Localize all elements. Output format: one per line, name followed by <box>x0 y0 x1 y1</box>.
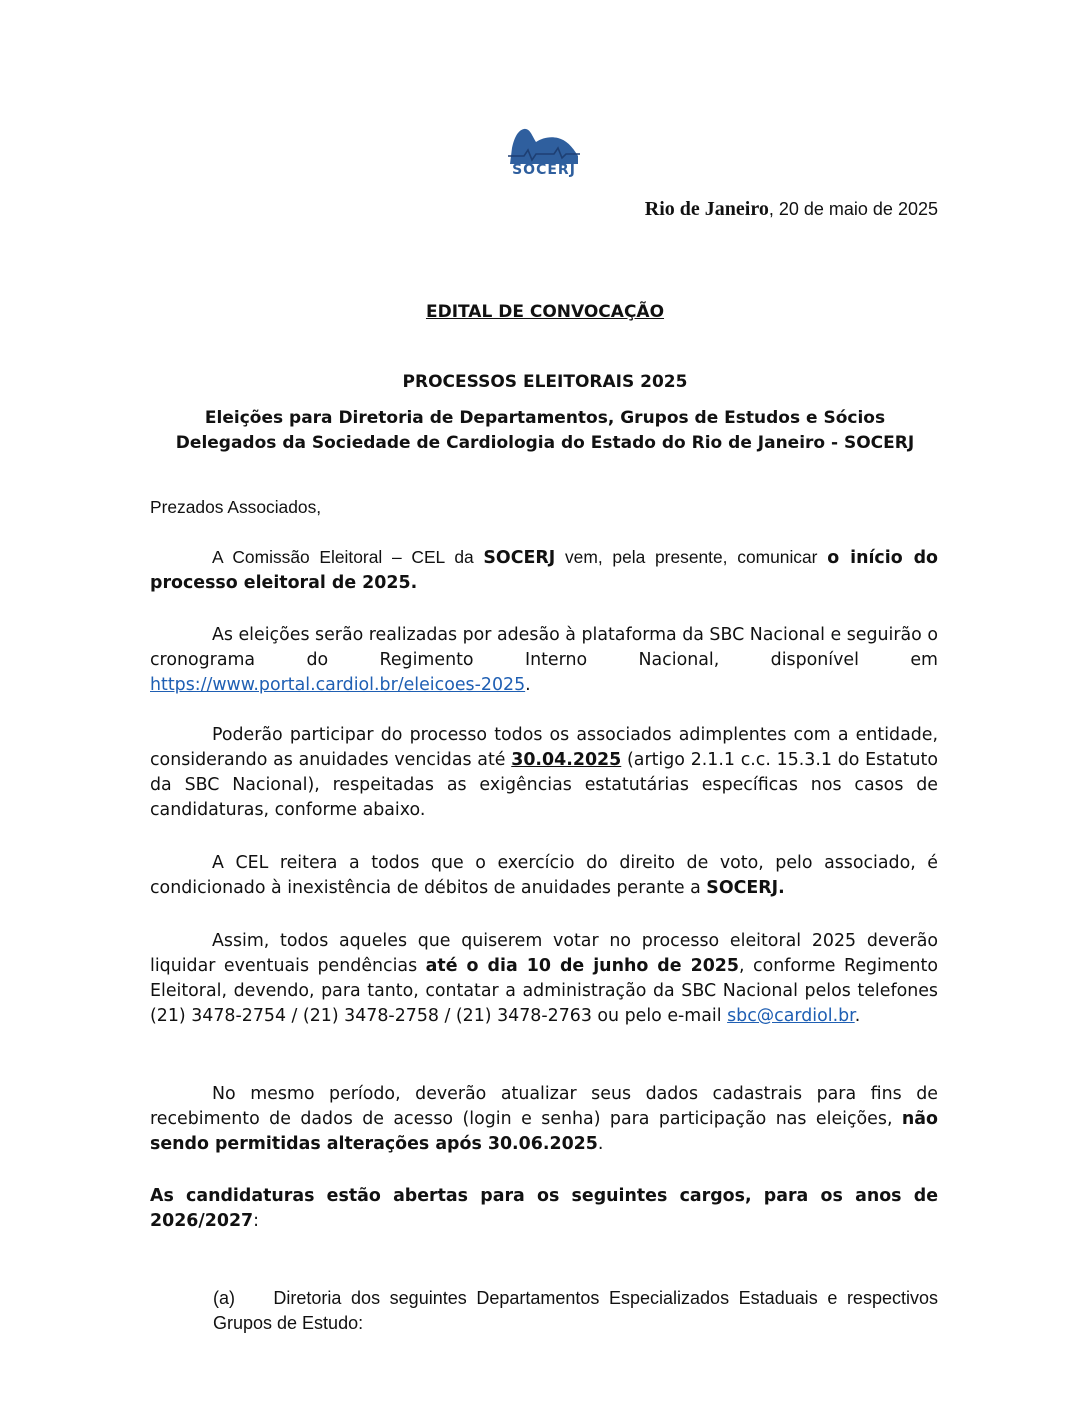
date-city: Rio de Janeiro <box>644 198 769 220</box>
p3-c: (artigo 2.1.1 c.c. 15.3.1 do Estatuto da SBC Nacional), respeitadas as exigências estatutárias específicas nos casos de candidaturas, conforme abaixo. <box>150 750 938 820</box>
document-heading-lines <box>150 406 940 456</box>
heading-line-1: Eleições para Diretoria de Departamentos, Grupos de Estudos e Sócios <box>204 408 886 428</box>
eleicoes-link[interactable]: https://www.portal.cardiol.br/eleicoes-2025 <box>150 675 526 695</box>
p2-a: As eleições serão realizadas por adesão à plataforma da SBC Nacional e seguirão o cronograma do Regimento Interno Nacional, disponível em <box>150 625 938 670</box>
p6-c: . <box>597 1134 604 1154</box>
item-a-text: Diretoria dos seguintes Departamentos Especializados Estaduais e respectivos Grupos de Estudo: <box>213 1288 938 1333</box>
p7-c: : <box>253 1211 260 1231</box>
item-a-label: (a) <box>213 1288 235 1308</box>
date-rest: , 20 de maio de 2025 <box>768 199 938 219</box>
p5-b: até o dia 10 de junho de 2025 <box>425 956 739 976</box>
paragraph-4 <box>150 851 938 901</box>
logo-text: SOCERJ <box>512 162 576 178</box>
p1-b: SOCERJ <box>483 548 556 568</box>
paragraph-1 <box>150 545 938 596</box>
document-date <box>645 198 938 221</box>
paragraph-7 <box>150 1184 938 1234</box>
p5-c: , conforme Regimento Eleitoral, devendo, para tanto, contatar a administração da SBC Nacional pelos telefones (21) 3478-2754 / (21) 3478-2758 / (21) 3478-2763 ou pelo e-mail <box>150 956 939 1026</box>
p4-a: A CEL reitera a todos que o exercício do direito de voto, pelo associado, é condicionado à inexistência de débitos de anuidades perante a <box>150 853 938 898</box>
greeting: Prezados Associados, <box>150 497 322 517</box>
p4-b: SOCERJ. <box>706 878 785 898</box>
document-title: EDITAL DE CONVOCAÇÃO <box>425 302 665 322</box>
p5-a: Assim, todos aqueles que quiserem votar no processo eleitoral 2025 deverão liquidar eventuais pendências <box>150 931 938 976</box>
paragraph-2 <box>150 623 938 698</box>
p1-a: A Comissão Eleitoral – CEL da <box>212 547 484 567</box>
paragraph-3 <box>150 723 938 823</box>
p7-a: As candidaturas estão abertas para os seguintes cargos, para os anos de 2026/2027 <box>150 1186 938 1231</box>
paragraph-6 <box>150 1082 938 1157</box>
p2-c: . <box>525 675 531 695</box>
socerj-logo <box>506 126 582 184</box>
paragraph-5 <box>150 929 938 1029</box>
list-item-a <box>213 1286 938 1336</box>
p1-c: vem, pela presente, comunicar <box>555 547 828 567</box>
document-subtitle: PROCESSOS ELEITORAIS 2025 <box>402 372 688 392</box>
p6-a: No mesmo período, deverão atualizar seus dados cadastrais para fins de recebimento de dados de acesso (login e senha) para participação nas eleições, <box>150 1084 938 1129</box>
email-link[interactable]: sbc@cardiol.br <box>727 1006 855 1026</box>
p1-d: o início do processo eleitoral de 2025. <box>150 548 938 593</box>
heading-line-2: Delegados da Sociedade de Cardiologia do Estado do Rio de Janeiro - SOCERJ <box>175 433 915 453</box>
p3-b: 30.04.2025 <box>511 750 622 770</box>
mountain-logo-icon <box>506 126 582 166</box>
p5-d: . <box>854 1006 861 1026</box>
p3-a: Poderão participar do processo todos os associados adimplentes com a entidade, considerando as anuidades vencidas até <box>150 725 938 770</box>
p6-b: não sendo permitidas alterações após 30.06.2025 <box>150 1109 938 1154</box>
